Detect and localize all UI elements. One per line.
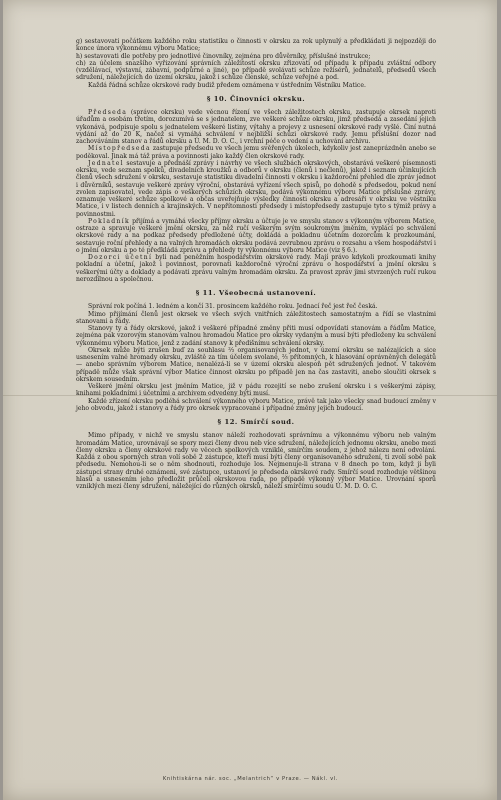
paragraph-dozorci: Dozorci účetní byli nad peněžním hospodářstvím okrskové rady. Mají právo kdykoli prozkoumati knihy pokladní a účetní, jakož i povinnost, porovnati každoročně výroční zprávu o hospodářství a jmění okrsku s veškerými účty a doklady a podávati zprávu valným hromadám okrsku. Za pravost zpráv jimi stvrzených ručí rukou nerozdílnou a společnou.: [76, 254, 436, 283]
paragraph-predseda: Předseda (správce okrsku) vede věcnou řízení ve všech záležitostech okrsku, zastupuje okrsek naproti úřadům a osobám třetím, dorozumívá se s jednatelem, zve veškeré schůze okrsku, jimž předsedá a zasedání jejich vykonává, podpisuje spolu s jednatelem veškeré listiny, výtahy a projevy z usnesení okrskové rady vyšlé. Činí nutná vydání až do 20 K, načež si vymáhá schválení v nejbližší schůzi okrskové rady. Jemu příslušní dozor nad zachováváním stanov a řádů okrsku a Ú. M. D. O. C., i vrchní péče o vedení a uchování archivu.: [76, 109, 436, 145]
term-predseda: Předseda: [88, 109, 128, 116]
term-dozorci: Dozorci účetní: [88, 254, 153, 261]
paragraph-pokladnik: Pokladník přijímá a vymáhá všecky příjmy okrsku a účtuje je ve smyslu stanov s výkonným výborem Matice, ostraze a spravuje veškeré jmění okrsku, za něž ručí veškerým svým soukromým jměním, vyplácí po schválení okrskové rady a na podkaz předsedy předložené účty, dokládá a pokladnu účetním dozorcům k prozkoumání, sestavuje roční přehledy a na valných hromadách okrsku podává zevrubnou zprávu o rozsahu a všem hospodářství i o jmění okrsku a po té předkládá zprávu a přehledy ty výkonnému výboru Matice (viz § 6.).: [76, 217, 436, 254]
term-jednatel: Jednatel: [88, 159, 124, 167]
term-mistopredseda: Místopředseda: [88, 145, 151, 153]
paragraph-item: Každé zřízení okrsku podléhá schválení výkonného výboru Matice, právě tak jako všecky snad budoucí změny v jeho obvodu, jakož i stanovy a řády pro okrsek vypracované i případné změny jejich budoucí.: [76, 397, 436, 412]
term-pokladnik: Pokladník: [88, 217, 130, 225]
paragraph-item: Stanovy ty a řády okrskové, jakož i veškeré případné změny přiti musí odpovídati stanovám a řádům Matice, zejména pak vzorovým stanovám valnou hromadou Matice pro okrsky vydaným a musí býti předloženy ku schválení výkonnému výboru Matice, jenž z zadání stanovy k předišnímu schválení okrsky.: [76, 325, 436, 347]
paragraph-jednatel: Jednatel sestavuje a přednáší zprávy i návrhy ve všech službách okrskových, obstarává veškeré písemnosti okrsku, vede seznam spolků, divadelních kroužků a odborů v okrsku (členů i nečlenů), jakož i seznam účinkujících členů všech sdružení v okrsku, sestavuje statistiku divadelní činnosti v okrsku i každoroční přehled dle zpráv jednot i důvěrníků, sestavuje veškeré zprávy výroční, obstarává vyřízení všech spisů, po dohodě s předsedou, pokud není zvolen zapisovatel, vede zápis o veškerých schůzích okrsku, podává výkonnému výboru Matice příslušné zprávy, oznamuje veškeré schůze spolkové a občas uveřejňuje výsledky činnosti okrsku a adresáři v okrsku ve věstníku Matice, i v listech denních a krajinských. V nepřítomnosti předsedy i místopředsedy zastupuje tyto s týmiž právy a povinnostmi.: [76, 159, 436, 218]
paragraph-item: Okrsek může býti zrušen buď za souhlasu ⅔ organisovaných jednot, v území okrsku se nalézajících a sice usnesením valné hromady okrsku, zvláště za tím účelem svolané, ⅔ přítomných, k hlasování oprávněných delegátů — anebo správním výborem Matice, nenalézá-li se v území okrsku alespoň pět sdružených jednot. V takovém případě může však správní výbor Matice činnost okrsku po případě jen na čas zastaviti, anebo sloučiti okrsek s okrskem sousedním.: [76, 346, 436, 383]
paragraph-item: Veškeré jmění okrsku jest jměním Matice, již v pádu rozejití se nebo zrušení okrsku i s veškerými zápisy, knihami pokladními i účetními a archivem odvedeny býti musí.: [76, 383, 436, 398]
paragraph-item-h: h) sestavovati dle potřeby pro jednotlivé činovníky, zejména pro důvěrníky, příslušné instrukce;: [76, 52, 371, 60]
section-heading-10: § 10. Činovníci okrsku.: [206, 94, 306, 103]
document-body: [76, 38, 436, 490]
paragraph-mistopredseda: Místopředseda zastupuje předsedu ve všech jemu svěřených úkolech, kdykoliv jest zaneprázdněn anebo se poděkoval. Jinak má táž práva a povinnosti jako každý člen okrskové rady.: [76, 145, 436, 160]
printer-imprint: Knihtiskárna nár. soc. „Melantrich“ v Praze. — Nákl. vl.: [162, 776, 339, 782]
paragraph-item-g: g) sestavovati počátkem každého roku statistiku o činnosti v okrsku za rok uplynulý a předkládati ji nejpozději do konce února výkonnému výboru Matice;: [76, 38, 436, 53]
paragraph-item: Správní rok počíná 1. ledném a končí 31. prosincem každého roku. Jednací řeč jest řeč česká.: [88, 303, 378, 311]
paragraph-item: Mimo případy, v nichž ve smyslu stanov náleží rozhodovati správnímu a výkonnému výboru neb valným hromadám Matice, urovnávají se spory mezi členy dvou neb více sdružení, náležejících jednomu okrsku, anebo mezi členy okrsku a členy okrskové rady ve věcech spolkových vzniklé, smírčím soudem, z jehož nálezu není odvolání. Každá z obou sporných stran volí sobě 2 zástupce, kteří musí býti členy organisovaného sdružení, ti zvolí sobě pak předsedu. Nemohou-li se o něm shodnouti, rozhoduje los. Nejmenuje-li strana v 8 dnech po tom, když ji byli zástupci strany druhé oznámeni, své zástupce, ustanoví je předseda okrskové rady. Smírčí soud rozhoduje většinou hlasů a usnesením jeho předložit průčelí okrskovou rada, po případě výkonný výbor Matice. Urovnání sporů vzniklých mezi členy sdružení, náležející do různých okrsků, náleží smírčímu soudu Ú. M. D. O. C.: [76, 432, 436, 490]
paragraph-note: Každá řádná schůze okrskové rady budiž předem oznámena v ústředním Věstníku Matice.: [88, 81, 366, 89]
paragraph-item-ch: ch) za účelem snazšího vyřizování správních záležitostí okrsku zřizovati od případu k případu zvláštní odbory (vzdělávací, výstavní, zábavní, podpůrné a jiné), po případě svolávati schůze režisérů, jednatelů, předsedů všech sdružení, náležejících do území okrsku, jakož i schůze členské, schůze veřejné a pod.: [76, 59, 436, 82]
paragraph-item: Mimo přijímání členů jest okrsek ve všech svých vnitřních záležitostech samostatným a řídí se vlastními stanovami a řády.: [76, 310, 436, 325]
section-heading-11: § 11. Všeobecná ustanovení.: [195, 289, 317, 297]
section-heading-12: § 12. Smírčí soud.: [217, 418, 295, 426]
